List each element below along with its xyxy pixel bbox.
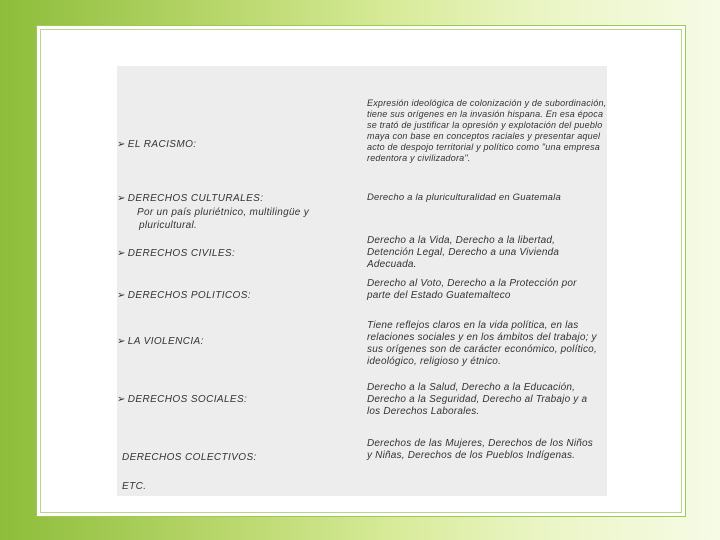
item-racismo: ➢ EL RACISMO: [117,139,196,150]
item-etc: ETC. [122,481,147,492]
desc-derechos-culturales: Derecho a la pluriculturalidad en Guatemala [367,192,561,203]
item-derechos-culturales: ➢ DERECHOS CULTURALES: [117,193,263,204]
item-derechos-colectivos: DERECHOS COLECTIVOS: [122,452,257,463]
item-derechos-culturales-desc-2: pluricultural. [139,220,198,231]
desc-derechos-colectivos: Derechos de las Mujeres, Derechos de los Niños y Niñas, Derechos de los Pueblos Indígenas. [367,438,593,461]
item-derechos-culturales-desc-1: Por un país pluriétnico, multilingüe y [137,207,310,218]
desc-derechos-politicos: Derecho al Voto, Derecho a la Protección por parte del Estado Guatemalteco [367,278,577,301]
desc-derechos-civiles: Derecho a la Vida, Derecho a la libertad, Detención Legal, Derecho a una Vivienda Adecuada. [367,235,560,270]
item-derechos-politicos: ➢ DERECHOS POLITICOS: [117,290,251,301]
item-derechos-sociales: ➢ DERECHOS SOCIALES: [117,394,247,405]
item-derechos-civiles: ➢ DERECHOS CIVILES: [117,248,235,259]
desc-racismo: Expresión ideológica de colonización y de subordinación, tiene sus orígenes en la invasión hispana. En esa época se trató de justificar la opresión y explotación del pueblo maya con base en conceptos raciales y presentar aquel acto de despojo territorial y político como "una empresa redentora y civilizadora". [367,98,607,163]
desc-la-violencia: Tiene reflejos claros en la vida política, en las relaciones sociales y en los ámbitos del trabajo; y sus orígenes son de carácter económico, político, ideológico, religioso y étnico. [367,320,597,367]
slide [36,25,686,517]
item-la-violencia: ➢ LA VIOLENCIA: [117,336,204,347]
desc-derechos-sociales: Derecho a la Salud, Derecho a la Educación, Derecho a la Seguridad, Derecho al Trabajo y a los Derechos Laborales. [367,382,588,417]
